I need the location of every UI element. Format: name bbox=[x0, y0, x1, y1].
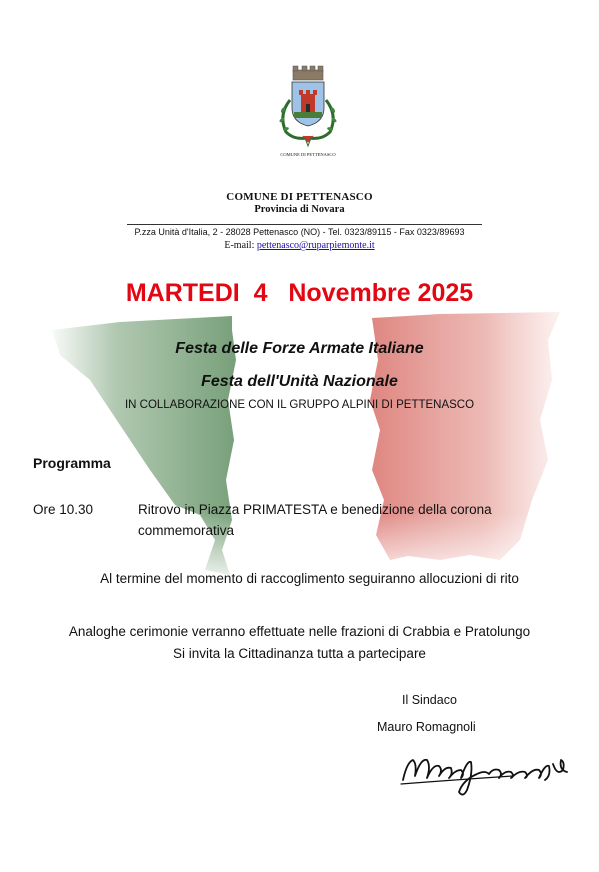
email-line bbox=[0, 240, 599, 251]
handwritten-signature bbox=[393, 740, 583, 800]
event-title-2: Festa dell'Unità Nazionale bbox=[201, 373, 398, 390]
program-time: Ore 10.30 bbox=[33, 502, 94, 517]
email-label: E-mail: bbox=[224, 240, 257, 251]
crest-caption: COMUNE DI PETTENASCO bbox=[280, 152, 336, 157]
frazioni-ceremonies-line: Analoghe cerimonie verranno effettuate nelle frazioni di Crabbia e Pratolungo bbox=[68, 624, 531, 639]
province-name: Provincia di Novara bbox=[254, 204, 345, 215]
collaboration-note: IN COLLABORAZIONE CON IL GRUPPO ALPINI DI PETTENASCO bbox=[124, 399, 475, 411]
header-divider bbox=[127, 224, 482, 225]
program-activity-line-1: Ritrovo in Piazza PRIMATESTA e benedizione della corona bbox=[138, 502, 492, 517]
program-activity-line-2: commemorativa bbox=[138, 523, 235, 538]
mayor-role: Il Sindaco bbox=[402, 693, 457, 707]
municipality-name: COMUNE DI PETTENASCO bbox=[226, 191, 373, 203]
address-line: P.zza Unità d'Italia, 2 - 28028 Pettenasco (NO) - Tel. 0323/89115 - Fax 0323/89693 bbox=[134, 227, 465, 237]
municipal-crest-icon bbox=[272, 60, 344, 160]
event-date: MARTEDI 4 Novembre 2025 bbox=[125, 279, 474, 307]
event-title-1: Festa delle Forze Armate Italiane bbox=[175, 340, 424, 357]
email-link[interactable]: pettenasco@ruparpiemonte.it bbox=[256, 240, 375, 251]
invitation-line: Si invita la Cittadinanza tutta a partecipare bbox=[173, 646, 426, 661]
program-heading: Programma bbox=[33, 455, 111, 471]
closing-remarks-line: Al termine del momento di raccoglimento seguiranno allocuzioni di rito bbox=[100, 571, 519, 586]
mayor-name: Mauro Romagnoli bbox=[377, 720, 476, 734]
